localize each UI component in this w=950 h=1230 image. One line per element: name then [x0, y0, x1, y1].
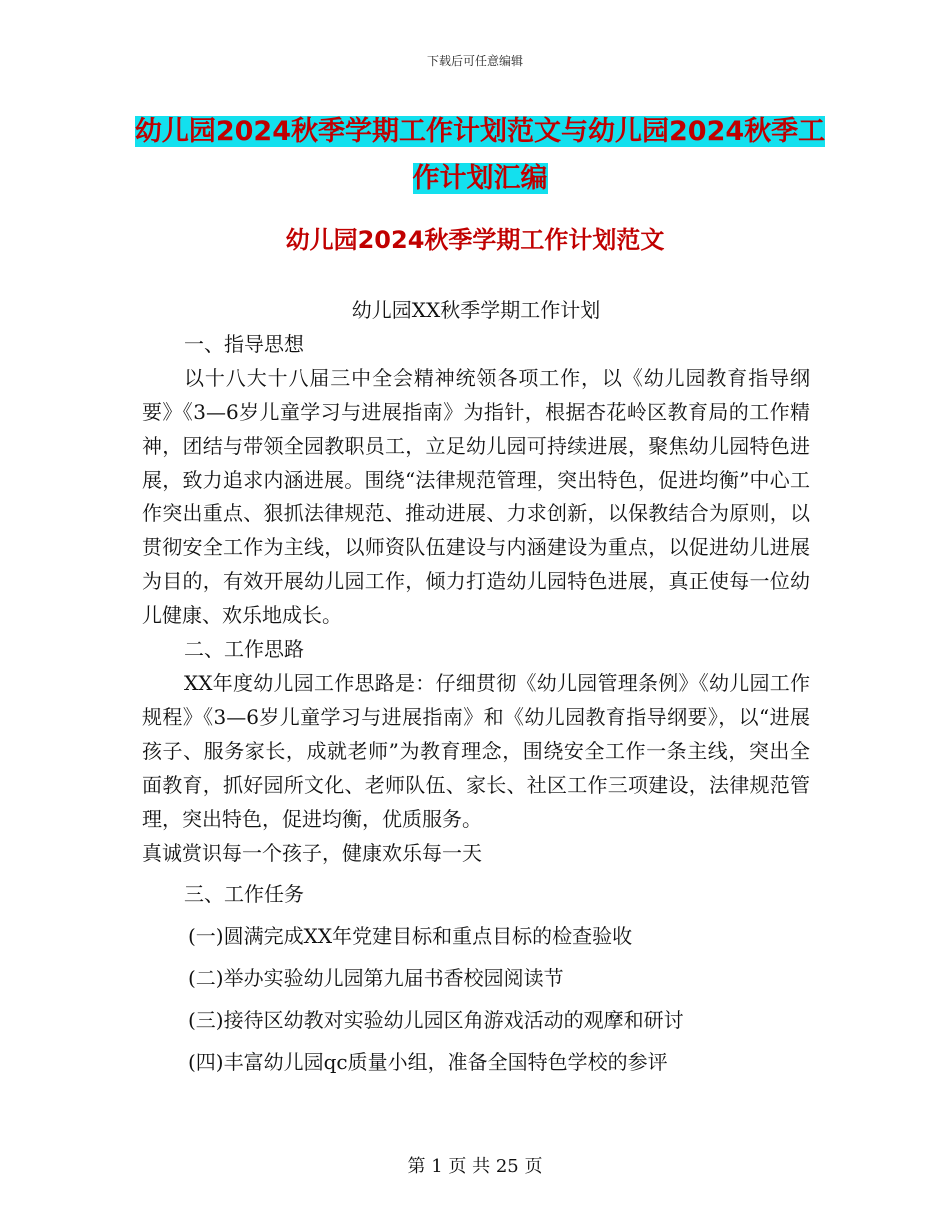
document-title: 幼儿园XX秋季学期工作计划 [351, 298, 601, 322]
main-title [130, 108, 830, 202]
section2-tail: 真诚赏识每一个孩子，健康欢乐每一天 [142, 840, 482, 865]
page-footer: 第 1 页 共 25 页 [407, 1156, 543, 1177]
document-body [142, 294, 810, 1080]
section1-heading: 一、指导思想 [184, 331, 304, 356]
main-title-text: 幼儿园2024秋季学期工作计划范文与幼儿园2024秋季工作计划汇编 [134, 116, 826, 194]
sub-title: 幼儿园2024秋季学期工作计划范文 [285, 226, 665, 254]
task-item-1: (一)圆满完成XX年党建目标和重点目标的检查验收 [188, 924, 633, 949]
section3-heading: 三、工作任务 [184, 882, 304, 907]
task-item-4: (四)丰富幼儿园qc质量小组，准备全国特色学校的参评 [188, 1050, 668, 1075]
section2-heading: 二、工作思路 [184, 637, 304, 662]
section1-paragraph: 以十八大十八届三中全会精神统领各项工作，以《幼儿园教育指导纲要》《3—6岁儿童学习与进展指南》为指针，根据杏花岭区教育局的工作精神，团结与带领全园教职员工，立足幼儿园可持续进展，聚焦幼儿园特色进展，致力追求内涵进展。围绕“法律规范管理，突出特色，促进均衡”中心工作突出重点、狠抓法律规范、推动进展、力求创新，以保教结合为原则，以贯彻安全工作为主线，以师资队伍建设与内涵建设为重点，以促进幼儿进展为目的，有效开展幼儿园工作，倾力打造幼儿园特色进展，真正使每一位幼儿健康、欢乐地成长。 [142, 365, 810, 628]
task-item-2: (二)举办实验幼儿园第九届书香校园阅读节 [188, 966, 564, 991]
header-note: 下载后可任意编辑 [426, 54, 523, 68]
section2-paragraph: XX年度幼儿园工作思路是：仔细贯彻《幼儿园管理条例》《幼儿园工作规程》《3—6岁儿童学习与进展指南》和《幼儿园教育指导纲要》，以“进展孩子、服务家长，成就老师”为教育理念，围绕安全工作一条主线，突出全面教育，抓好园所文化、老师队伍、家长、社区工作三项建设，法律规范管理，突出特色，促进均衡，优质服务。 [142, 670, 810, 831]
task-item-3: (三)接待区幼教对实验幼儿园区角游戏活动的观摩和研讨 [188, 1008, 684, 1033]
